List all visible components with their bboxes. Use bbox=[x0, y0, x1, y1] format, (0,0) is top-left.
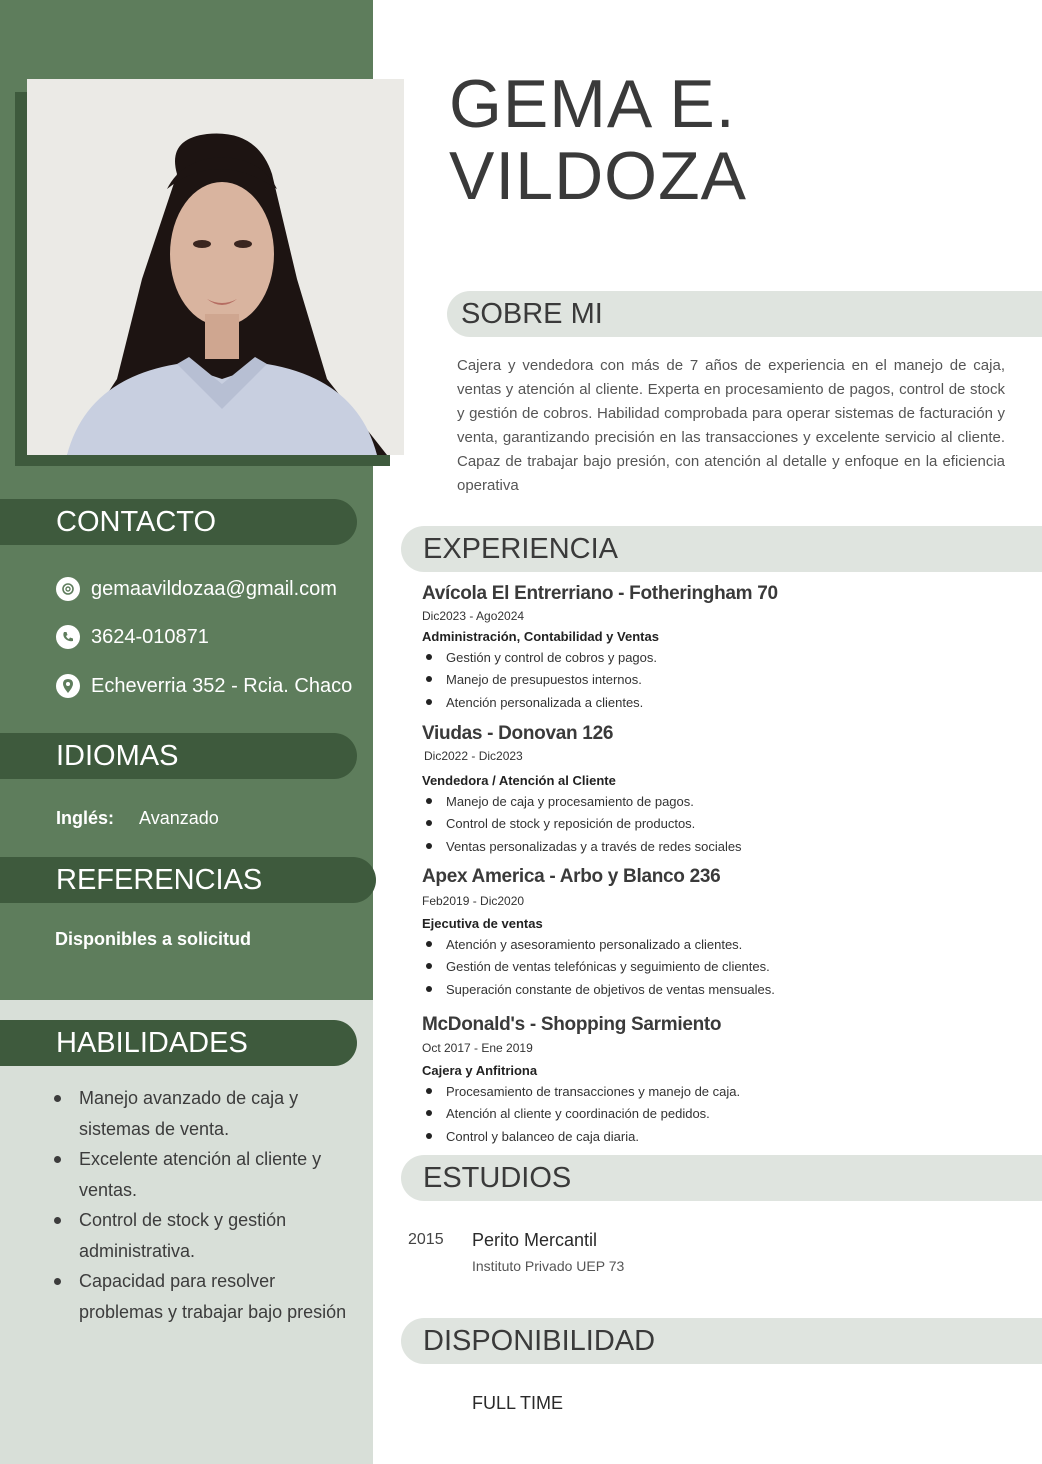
job-title: Viudas - Donovan 126 bbox=[422, 723, 614, 744]
section-header-sobre-mi: SOBRE MI bbox=[447, 291, 1042, 337]
full-name bbox=[449, 68, 747, 212]
education-school: Instituto Privado UEP 73 bbox=[472, 1258, 625, 1274]
contact-address: Echeverria 352 - Rcia. Chaco bbox=[91, 674, 353, 697]
skill-item: Control de stock y gestión administrativa. bbox=[52, 1205, 352, 1266]
job-task: Superación constante de objetivos de ventas mensuales. bbox=[422, 979, 1022, 1001]
experience-entry bbox=[422, 1014, 1022, 1148]
section-header-idiomas: IDIOMAS bbox=[0, 733, 357, 779]
skill-item: Excelente atención al cliente y ventas. bbox=[52, 1144, 352, 1205]
job-task: Control de stock y reposición de productos. bbox=[422, 813, 1022, 835]
contact-email-row bbox=[56, 577, 337, 601]
job-role: Cajera y Anfitriona bbox=[422, 1063, 538, 1078]
contact-address-row bbox=[56, 674, 352, 698]
job-task: Control y balanceo de caja diaria. bbox=[422, 1126, 1022, 1148]
job-date: Dic2023 - Ago2024 bbox=[422, 609, 525, 623]
language-row bbox=[56, 808, 219, 829]
education-degree: Perito Mercantil bbox=[472, 1230, 598, 1250]
job-task: Atención personalizada a clientes. bbox=[422, 692, 1022, 714]
about-text: Cajera y vendedora con más de 7 años de experiencia en el manejo de caja, ventas y atención al cliente. Experta en procesamiento de pagos, control de stock y gestión de cobros. Habilidad comprobada para operar sistemas de facturación y venta, garantizando precisión en las transacciones y excelente servicio al cliente. Capaz de trabajar bajo presión, con atención al detalle y enfoque en la eficiencia operativa bbox=[457, 357, 1005, 494]
contact-phone[interactable]: 3624-010871 bbox=[91, 625, 209, 648]
section-header-estudios: ESTUDIOS bbox=[401, 1155, 1042, 1201]
job-date: Oct 2017 - Ene 2019 bbox=[422, 1041, 533, 1055]
section-header-contacto: CONTACTO bbox=[0, 499, 357, 545]
job-role: Administración, Contabilidad y Ventas bbox=[422, 629, 659, 644]
job-tasks bbox=[422, 647, 1022, 714]
job-task: Atención y asesoramiento personalizado a clientes. bbox=[422, 934, 1022, 956]
skills-list bbox=[52, 1083, 352, 1327]
skill-item: Manejo avanzado de caja y sistemas de venta. bbox=[52, 1083, 352, 1144]
experience-entry bbox=[422, 723, 1022, 858]
job-task: Ventas personalizadas y a través de redes sociales bbox=[422, 836, 1022, 858]
experience-entry bbox=[422, 866, 1022, 1001]
experience-entry bbox=[422, 583, 1022, 714]
section-header-referencias: REFERENCIAS bbox=[0, 857, 376, 903]
job-tasks bbox=[422, 791, 1022, 858]
references-text: Disponibles a solicitud bbox=[55, 929, 252, 949]
job-role: Vendedora / Atención al Cliente bbox=[422, 773, 616, 788]
job-tasks bbox=[422, 934, 1022, 1001]
email-icon bbox=[56, 577, 80, 601]
section-header-habilidades: HABILIDADES bbox=[0, 1020, 357, 1066]
job-task: Atención al cliente y coordinación de pedidos. bbox=[422, 1103, 1022, 1125]
availability-text: FULL TIME bbox=[472, 1393, 564, 1413]
job-date: Dic2022 - Dic2023 bbox=[424, 749, 523, 763]
job-task: Gestión y control de cobros y pagos. bbox=[422, 647, 1022, 669]
location-pin-icon bbox=[56, 674, 80, 698]
language-level: Avanzado bbox=[139, 808, 219, 828]
job-task: Manejo de caja y procesamiento de pagos. bbox=[422, 791, 1022, 813]
section-header-disponibilidad: DISPONIBILIDAD bbox=[401, 1318, 1042, 1364]
job-title: Avícola El Entrerriano - Fotheringham 70 bbox=[422, 583, 778, 604]
skill-item: Capacidad para resolver problemas y trabajar bajo presión bbox=[52, 1266, 352, 1327]
contact-phone-row bbox=[56, 625, 209, 649]
profile-photo bbox=[27, 79, 404, 455]
job-task: Procesamiento de transacciones y manejo de caja. bbox=[422, 1081, 1022, 1103]
job-task: Gestión de ventas telefónicas y seguimiento de clientes. bbox=[422, 956, 1022, 978]
job-tasks bbox=[422, 1081, 1022, 1148]
name-line-2: VILDOZA bbox=[449, 138, 747, 214]
job-title: McDonald's - Shopping Sarmiento bbox=[422, 1014, 722, 1035]
job-date: Feb2019 - Dic2020 bbox=[422, 894, 525, 908]
education-year: 2015 bbox=[408, 1231, 444, 1248]
phone-icon bbox=[56, 625, 80, 649]
language-label: Inglés: bbox=[56, 808, 115, 828]
job-task: Manejo de presupuestos internos. bbox=[422, 669, 1022, 691]
section-header-experiencia: EXPERIENCIA bbox=[401, 526, 1042, 572]
job-title: Apex America - Arbo y Blanco 236 bbox=[422, 866, 721, 887]
name-line-1: GEMA E. bbox=[449, 66, 736, 142]
job-role: Ejecutiva de ventas bbox=[422, 916, 543, 931]
contact-email[interactable]: gemaavildozaa@gmail.com bbox=[91, 577, 337, 600]
